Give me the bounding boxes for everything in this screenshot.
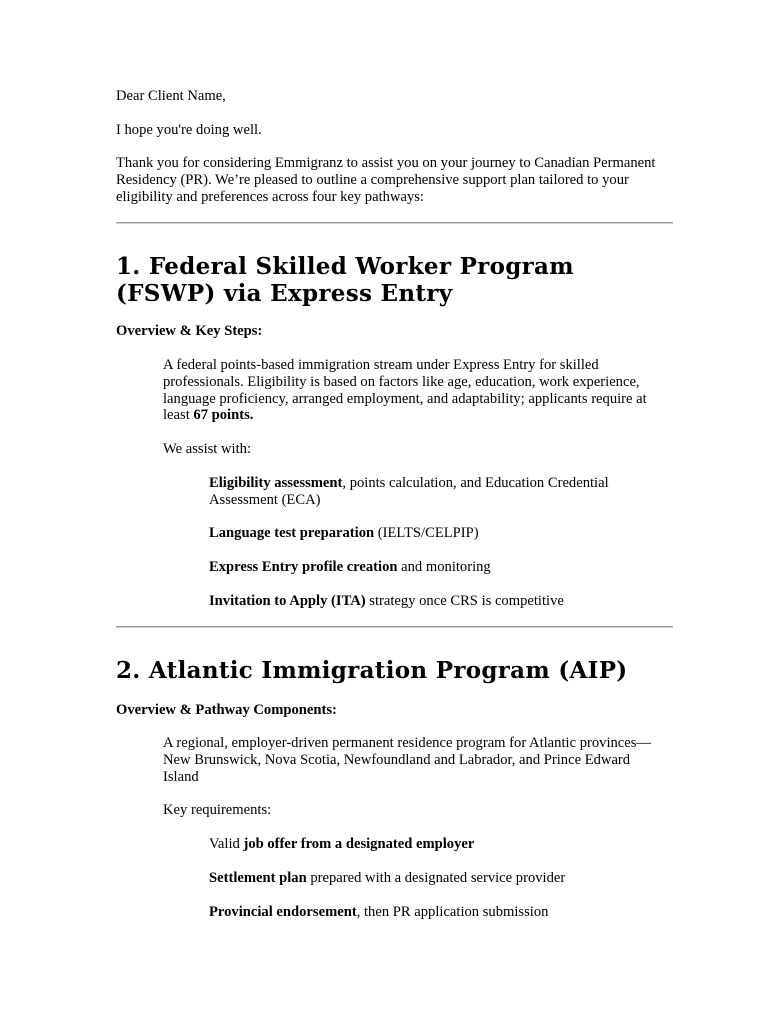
assist-item-text: strategy once CRS is competitive <box>365 593 564 609</box>
section-1-overview <box>163 357 663 424</box>
assist-item-text: (IELTS/CELPIP) <box>374 525 479 541</box>
section-2-overview: A regional, employer-driven permanent residence program for Atlantic provinces—New Brunswick, Nova Scotia, Newfoundland and Labrador, and Prince Edward Island <box>163 735 652 785</box>
assist-item-bold: Eligibility assessment <box>209 475 343 491</box>
assist-item-text: and monitoring <box>397 559 491 575</box>
divider-1 <box>116 222 673 224</box>
section-2-subheading: Overview & Pathway Components: <box>116 702 337 718</box>
assist-item <box>209 559 669 576</box>
requirement-bold: Provincial endorsement <box>209 904 357 920</box>
section-2-title: 2. Atlantic Immigration Program (AIP) <box>116 657 628 684</box>
assist-item-bold: Language test preparation <box>209 525 375 541</box>
section-1-overview-text: A federal points-based immigration stream under Express Entry for skilled professionals. Eligibility is based on factors like age, education, work experience, language proficiency, arranged employment, and adaptability; applicants require at least <box>163 357 647 424</box>
assist-item <box>209 593 669 610</box>
requirement-text: prepared with a designated service provider <box>306 870 566 886</box>
assist-item-bold: Invitation to Apply (ITA) <box>209 593 366 609</box>
assist-item-text: , points calculation, and Education Credential Assessment (ECA) <box>209 475 609 508</box>
intro-paragraph: Thank you for considering Emmigranz to assist you on your journey to Canadian Permanent Residency (PR). We’re pleased to outline a comprehensive support plan tailored to your eligibility and preferences across four key pathways: <box>116 155 656 205</box>
requirement-item <box>209 836 669 853</box>
requirement-item <box>209 904 669 921</box>
section-1-title: 1. Federal Skilled Worker Program (FSWP) via Express Entry <box>116 253 574 307</box>
requirement-item <box>209 870 669 887</box>
hope-line: I hope you're doing well. <box>116 122 262 138</box>
divider-2 <box>116 626 673 628</box>
assist-item <box>209 475 669 509</box>
assist-item <box>209 525 669 542</box>
greeting: Dear Client Name, <box>116 88 226 104</box>
requirement-prefix: Valid <box>209 836 244 852</box>
requirement-bold: Settlement plan <box>209 870 307 886</box>
assist-label: We assist with: <box>163 441 252 457</box>
section-1-overview-points: 67 points. <box>193 407 254 424</box>
requirement-text: , then PR application submission <box>356 904 549 920</box>
requirements-label: Key requirements: <box>163 802 272 818</box>
assist-item-bold: Express Entry profile creation <box>209 559 398 575</box>
requirement-bold: job offer from a designated employer <box>243 836 475 852</box>
section-1-subheading: Overview & Key Steps: <box>116 323 263 339</box>
